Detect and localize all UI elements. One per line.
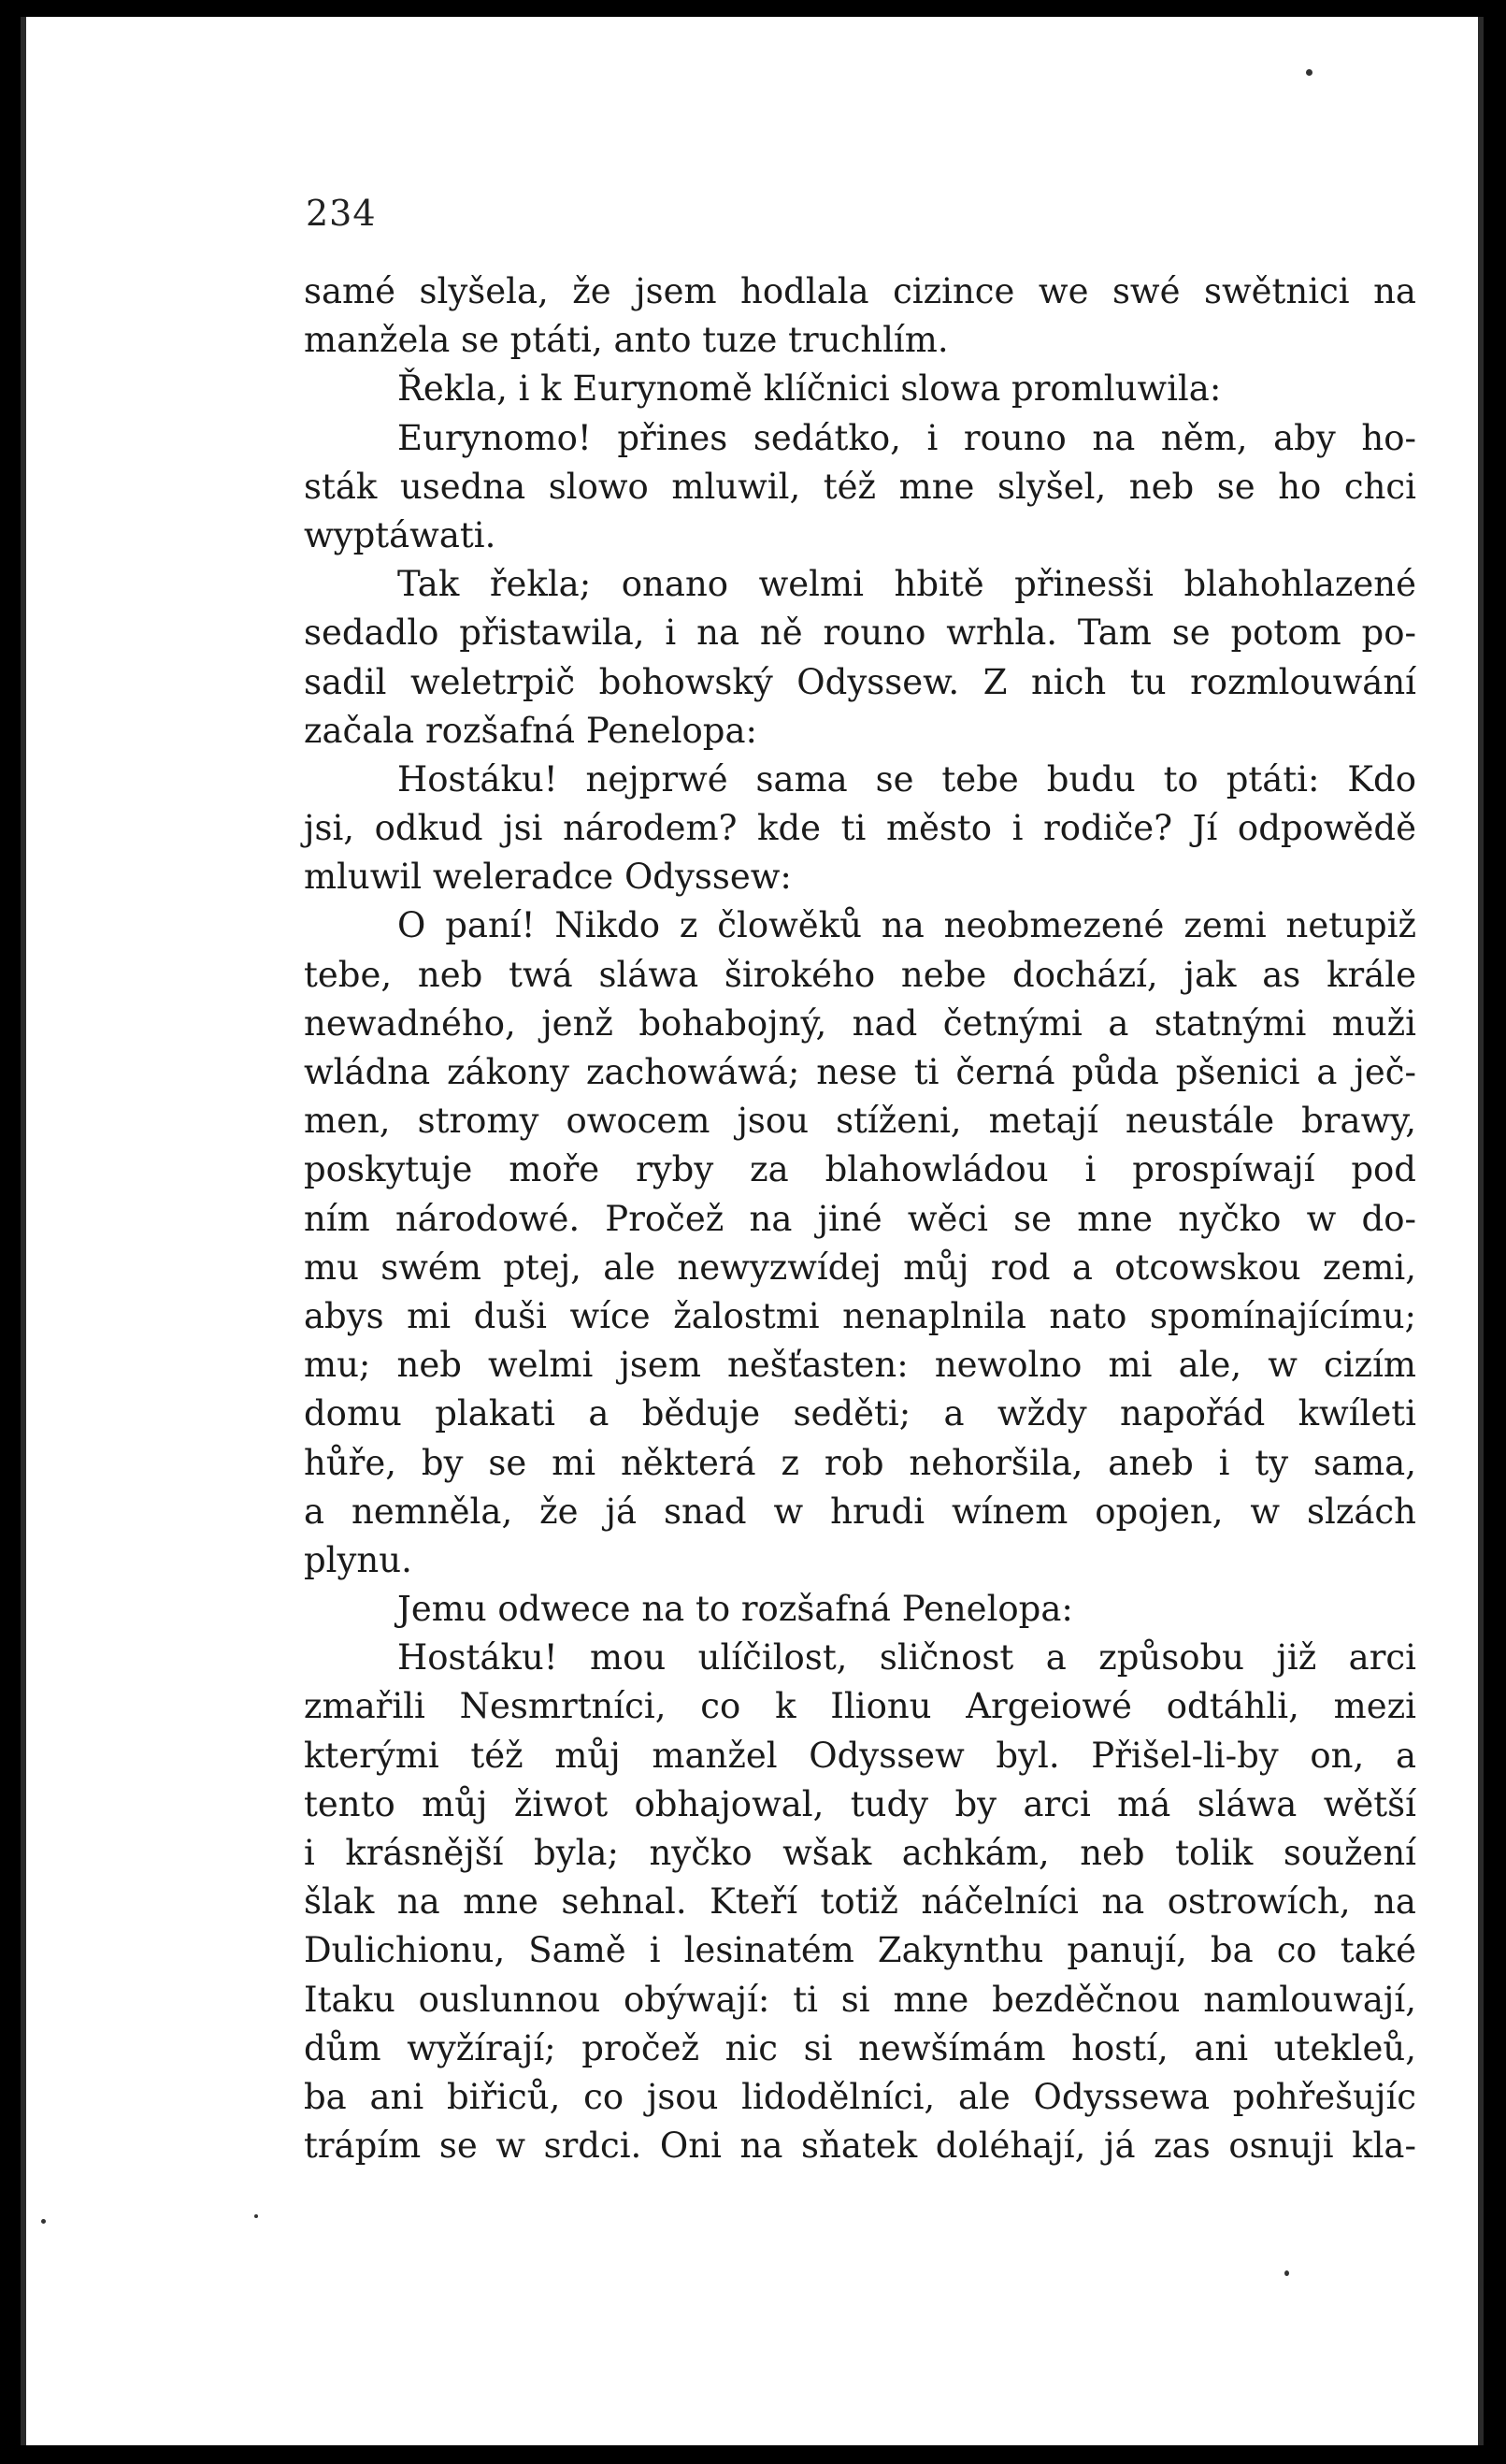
text-line: Jemu odwece na to rozšafná Penelopa: [397, 1589, 1073, 1630]
scan-speck [1284, 2270, 1289, 2276]
text-line: domu plakati a běduje seděti; a wždy napořád kwíleti [304, 1393, 1416, 1434]
text-line: Eurynomo! přines sedátko, i rouno na něm, aby ho- [397, 417, 1416, 458]
text-line: začala rozšafná Penelopa: [304, 710, 758, 751]
text-line: men, stromy owocem jsou stíženi, metají neustále brawy, [304, 1101, 1416, 1142]
scan-edge-right [1478, 17, 1484, 2445]
body-text [304, 267, 1416, 2170]
scan-speck [41, 2219, 46, 2224]
text-line: manžela se ptáti, anto tuze truchlím. [304, 320, 949, 361]
text-line: zmařili Nesmrtníci, co k Ilionu Argeiowé odtáhli, mezi [304, 1686, 1416, 1727]
text-line: trápím se w srdci. Oni na sňatek doléhají, já zas osnuji kla- [304, 2125, 1416, 2167]
text-line: poskytuje moře ryby za blahowládou i prospíwají pod [304, 1149, 1416, 1190]
text-line: hůře, by se mi některá z rob nehoršila, aneb i ty sama, [304, 1442, 1416, 1483]
text-line: Itaku ouslunnou obýwají: ti si mne bezděčnou namlouwají, [304, 1979, 1416, 2020]
text-line: Tak řekla; onano welmi hbitě přinesši blahohlazené [397, 564, 1416, 605]
text-line: sadil weletrpič bohowský Odyssew. Z nich tu rozmlouwání [304, 661, 1416, 702]
text-line: kterými též můj manžel Odyssew byl. Přišel-li-by on, a [304, 1735, 1416, 1776]
text-line: O paní! Nikdo z člowěků na neobmezené zemi netupiž [397, 905, 1416, 946]
text-line: šlak na mne sehnal. Kteří totiž náčelníci na ostrowích, na [304, 1881, 1416, 1923]
text-line: mu; neb welmi jsem nešťasten: newolno mi ale, w cizím [304, 1345, 1416, 1386]
text-line: ním národowé. Pročež na jiné wěci se mne nyčko w do- [304, 1198, 1416, 1239]
text-line: Hostáku! nejprwé sama se tebe budu to ptáti: Kdo [397, 758, 1416, 800]
text-line: samé slyšela, že jsem hodlala cizince we swé swětnici na [304, 271, 1416, 311]
text-line: plynu. [304, 1539, 412, 1580]
text-line: i krásnější byla; nyčko wšak achkám, neb tolik soužení [304, 1833, 1416, 1873]
text-line: jsi, odkud jsi národem? kde ti město i rodiče? Jí odpowědě [304, 808, 1416, 849]
book-page [21, 17, 1484, 2445]
text-line: wládna zákony zachowáwá; nese ti černá půda pšenici a ječ- [304, 1052, 1416, 1092]
text-line: Dulichionu, Samě i lesinatém Zakynthu panují, ba co také [304, 1930, 1416, 1971]
text-line: a nemněla, že já snad w hrudi wínem opojen, w slzách [304, 1491, 1416, 1532]
text-line: tento můj žiwot obhajowal, tudy by arci má sláwa wětší [304, 1783, 1416, 1824]
scan-edge-left [21, 17, 26, 2445]
text-line: sedadlo přistawila, i na ně rouno wrhla. Tam se potom po- [304, 612, 1416, 654]
text-line: tebe, neb twá sláwa širokého nebe dochází, jak as krále [304, 954, 1416, 995]
text-line: abys mi duši wíce žalostmi nenaplnila nato spomínajícímu; [304, 1295, 1416, 1336]
text-line: mu swém ptej, ale newyzwídej můj rod a otcowskou zemi, [304, 1246, 1416, 1288]
scan-speck [254, 2214, 258, 2218]
text-line: wyptáwati. [304, 514, 496, 555]
text-line: dům wyžírají; pročež nic si newšímám hostí, ani utekleů, [304, 2027, 1416, 2068]
scan-speck [1306, 69, 1312, 76]
text-line: mluwil weleradce Odyssew: [304, 857, 792, 898]
text-line: Hostáku! mou ulíčilost, sličnost a způsobu již arci [397, 1637, 1416, 1679]
text-line: ba ani biřiců, co jsou lidodělníci, ale Odyssewa pohřešujíc [304, 2076, 1416, 2117]
text-line: Řekla, i k Eurynomě klíčnici slowa promluwila: [397, 368, 1222, 410]
text-line: newadného, jenž bohabojný, nad četnými a statnými muži [304, 1002, 1416, 1044]
text-line: sták usedna slowo mluwil, též mne slyšel, neb se ho chci [304, 466, 1416, 507]
page-number: 234 [306, 193, 377, 234]
